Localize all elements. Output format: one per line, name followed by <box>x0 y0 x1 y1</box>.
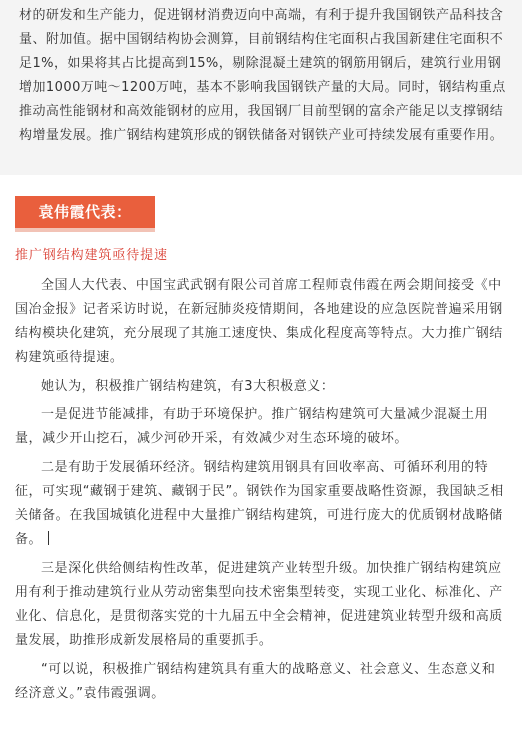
paragraph-3: 一是促进节能减排，有助于环境保护。推广钢结构建筑可大量减少混凝土用量，减少开山挖石，减少河砂开采，有效减少对生态环境的破坏。 <box>15 407 489 446</box>
paragraph-4-text: 二是有助于发展循环经济。钢结构建筑用钢具有回收率高、可循环利用的特征，可实现“藏钢于建筑、藏钢于民”。钢铁作为国家重要战略性资源，我国缺乏相关储备。在我国城镇化进程中大量推广钢结构建筑，可进行庞大的优质钢材战略储备。 <box>15 460 504 547</box>
paragraph-5: 三是深化供给侧结构性改革，促进建筑产业转型升级。加快推广钢结构建筑应用有利于推动建筑行业从劳动密集型向技术密集型转变，实现工业化、标准化、产业化、信息化，是贯彻落实党的十九届五中全会精神，促进建筑业转型升级和高质量发展，助推形成新发展格局的重要抓手。 <box>15 561 503 648</box>
section-title: 推广钢结构建筑亟待提速 <box>15 248 168 263</box>
speaker-tag: 袁伟霞代表： <box>15 196 155 228</box>
article-body <box>0 246 522 711</box>
paragraph-4 <box>15 456 506 552</box>
intro-paragraph-block <box>0 0 522 175</box>
text-cursor-icon <box>48 531 49 545</box>
paragraph-2: 她认为，积极推广钢结构建筑，有3大积极意义： <box>41 379 335 394</box>
intro-paragraph: 材的研发和生产能力，促进钢材消费迈向中高端，有利于提升我国钢铁产品科技含量、附加值。据中国钢结构协会测算，目前钢结构住宅面积占我国新建住宅面积不足1%，如果将其占比提高到15%，剔除混凝土建筑的钢筋用钢后，建筑行业用钢增加1000万吨～1200万吨，基本不影响我国钢铁产量的大局。同时，钢结构重点推动高性能钢材和高效能钢材的应用，我国钢厂目前型钢的富余产能足以支撑钢结构增量发展。推广钢结构建筑形成的钢铁储备对钢铁产业可持续发展有重要作用。 <box>19 8 506 143</box>
paragraph-1: 全国人大代表、中国宝武武钢有限公司首席工程师袁伟霞在两会期间接受《中国冶金报》记者采访时说，在新冠肺炎疫情期间，各地建设的应急医院普遍采用钢结构模块化建筑，充分展现了其施工速度快、集成化程度高等特点。大力推广钢结构建筑亟待提速。 <box>15 278 503 365</box>
paragraph-6: “可以说，积极推广钢结构建筑具有重大的战略意义、社会意义、生态意义和经济意义。”袁伟霞强调。 <box>15 662 496 701</box>
